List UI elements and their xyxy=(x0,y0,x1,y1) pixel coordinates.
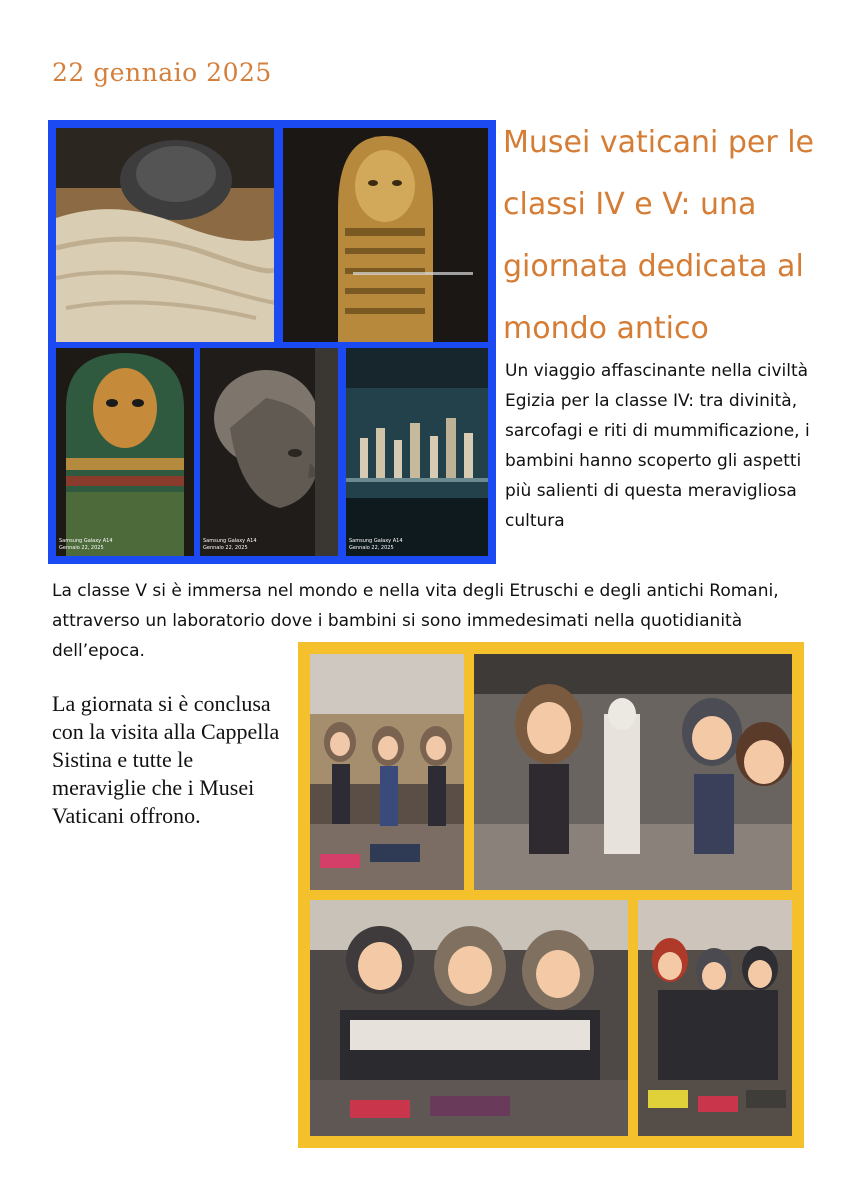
stone-head-photo xyxy=(200,348,338,556)
painted-mask-photo xyxy=(56,348,194,556)
article-closing: La giornata si è conclusa con la visita alla Cappella Sistina e tutte le meraviglie che i Musei Vaticani offrono. xyxy=(52,691,280,828)
article-paragraph: La classe V si è immersa nel mondo e nella vita degli Etruschi e degli antichi Romani, attraverso un laboratorio dove i bambini si sono immedesimati nella quotidianità dell’epoca. xyxy=(52,581,779,661)
article-title: Musei vaticani per le classi IV e V: una giornata dedicata al mondo antico xyxy=(503,125,815,346)
mummy-photo xyxy=(56,128,274,342)
statue-hall-photo xyxy=(474,654,792,890)
photo-caption: Samsung Galaxy A14 Gennaio 22, 2025 xyxy=(349,538,403,551)
photo-caption: Samsung Galaxy A14 Gennaio 22, 2025 xyxy=(203,538,257,551)
article-date: 22 gennaio 2025 xyxy=(52,58,272,87)
egypt-photo-collage xyxy=(48,120,496,564)
roman-lab-photo-collage xyxy=(298,642,804,1148)
article-intro: Un viaggio affascinante nella civiltà Egizia per la classe IV: tra divinità, sarcofagi e riti di mummificazione, i bambini hanno scoperto gli aspetti più salienti di questa meravigliosa cultura xyxy=(505,361,810,531)
group-photo xyxy=(310,900,628,1136)
classroom-photo xyxy=(310,654,464,890)
display-case-photo xyxy=(346,348,488,556)
costumes-photo xyxy=(638,900,792,1136)
photo-caption: Samsung Galaxy A14 Gennaio 22, 2025 xyxy=(59,538,113,551)
golden-sarcophagus-photo xyxy=(283,128,488,342)
